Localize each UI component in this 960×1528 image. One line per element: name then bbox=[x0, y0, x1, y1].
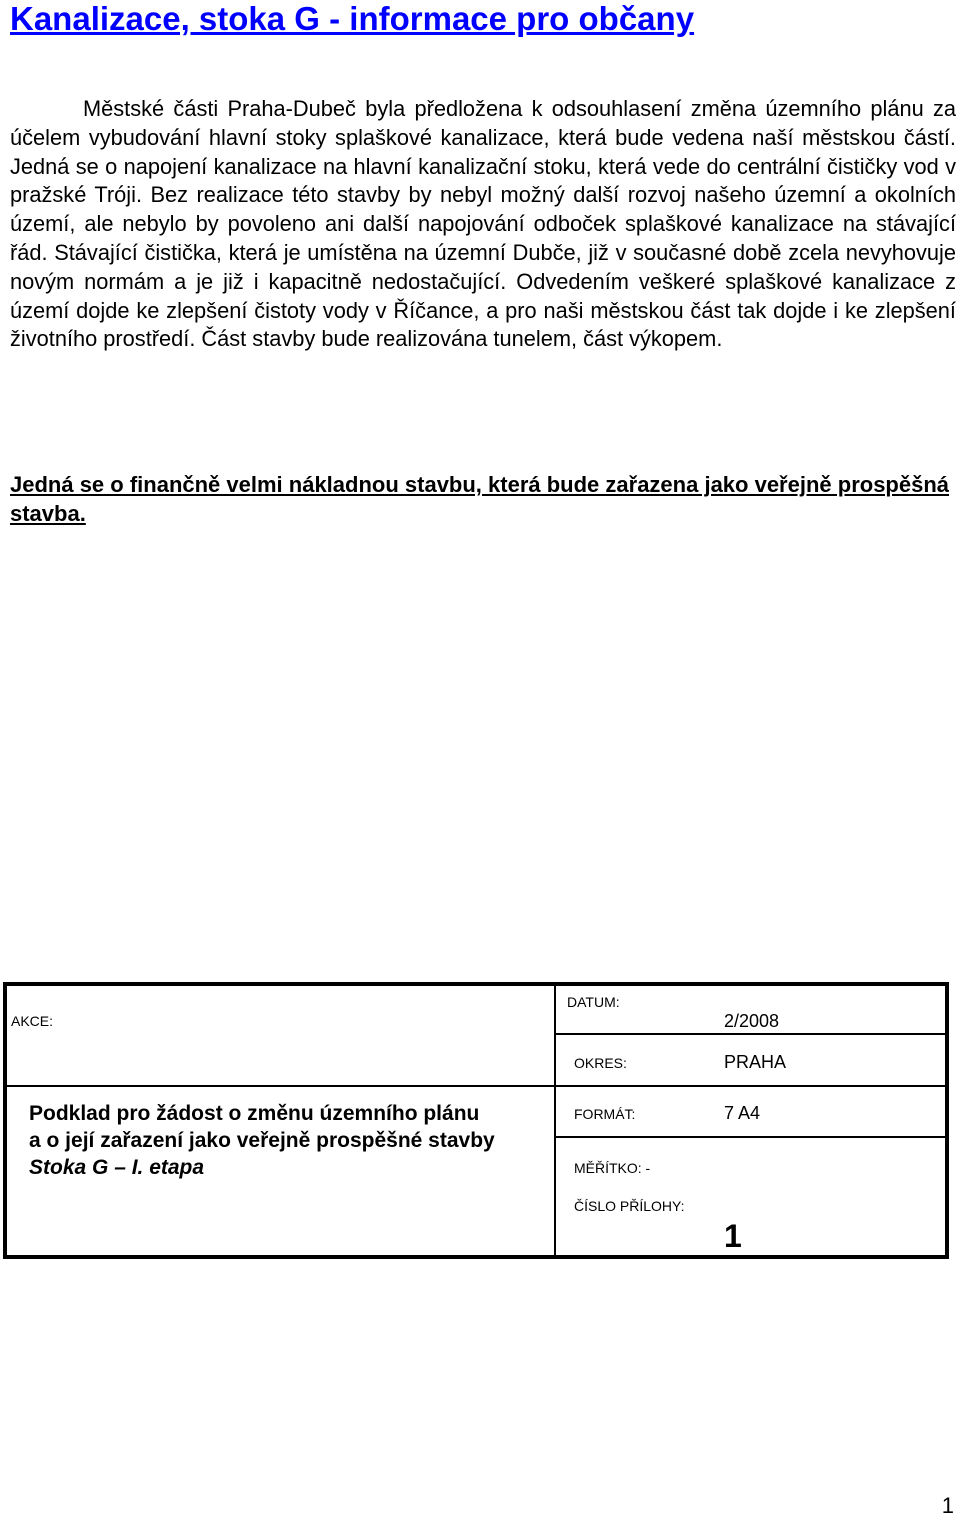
title-block bbox=[3, 982, 949, 1259]
project-description bbox=[29, 1100, 495, 1181]
okres-label: OKRES: bbox=[574, 1055, 627, 1071]
cislo-prilohy-label: ČÍSLO PŘÍLOHY: bbox=[574, 1198, 685, 1214]
datum-label: DATUM: bbox=[567, 994, 620, 1010]
format-label: FORMÁT: bbox=[574, 1106, 636, 1122]
emphasis-statement: Jedná se o finančně velmi nákladnou stavbu, která bude zařazena jako veřejně prospěšná stavba. bbox=[10, 472, 950, 526]
title-block-divider-horizontal bbox=[7, 1085, 945, 1087]
datum-value: 2/2008 bbox=[724, 1011, 780, 1031]
project-description-line1: Podklad pro žádost o změnu územního plánu bbox=[29, 1102, 480, 1125]
project-description-line3: Stoka G – I. etapa bbox=[29, 1156, 205, 1179]
meritko-label: MĚŘÍTKO: - bbox=[574, 1160, 651, 1176]
format-value: 7 A4 bbox=[724, 1103, 761, 1123]
okres-value: PRAHA bbox=[724, 1052, 787, 1072]
cislo-prilohy-value: 1 bbox=[724, 1218, 742, 1254]
body-paragraph bbox=[10, 95, 956, 354]
project-description-line2: a o její zařazení jako veřejně prospěšné stavby bbox=[29, 1129, 495, 1152]
page-title: Kanalizace, stoka G - informace pro občany bbox=[10, 0, 695, 37]
title-block-divider-format bbox=[554, 1136, 945, 1138]
body-paragraph-text: Městské části Praha-Dubeč byla předložena k odsouhlasení změna územního plánu za účelem vybudování hlavní stoky splaškové kanalizace, která bude vedena naší městskou částí. Jedná se o napojení kanalizace na hlavní kanalizační stoku, která vede do centrální čističky vod v pražské Tróji. Bez realizace této stavby by nebyl možný další rozvoj našeho územní a okolních území, ale nebylo by povoleno ani další napojování odboček splaškové kanalizace na stávající řád. Stávající čistička, která je umístěna na územní Dubče, již v současné době zcela nevyhovuje novým normám a je již i kapacitně nedostačující. Odvedením veškeré splaškové kanalizace z území dojde ke zlepšení čistoty vody v Říčance, a pro naši městskou část tak dojde i ke zlepšení životního prostředí. Část stavby bude realizována tunelem, část výkopem. bbox=[10, 96, 956, 352]
title-block-divider-vertical bbox=[554, 986, 556, 1255]
title-block-divider-datum bbox=[554, 1033, 945, 1035]
page-number: 1 bbox=[941, 1493, 954, 1518]
akce-label: AKCE: bbox=[11, 1013, 54, 1029]
